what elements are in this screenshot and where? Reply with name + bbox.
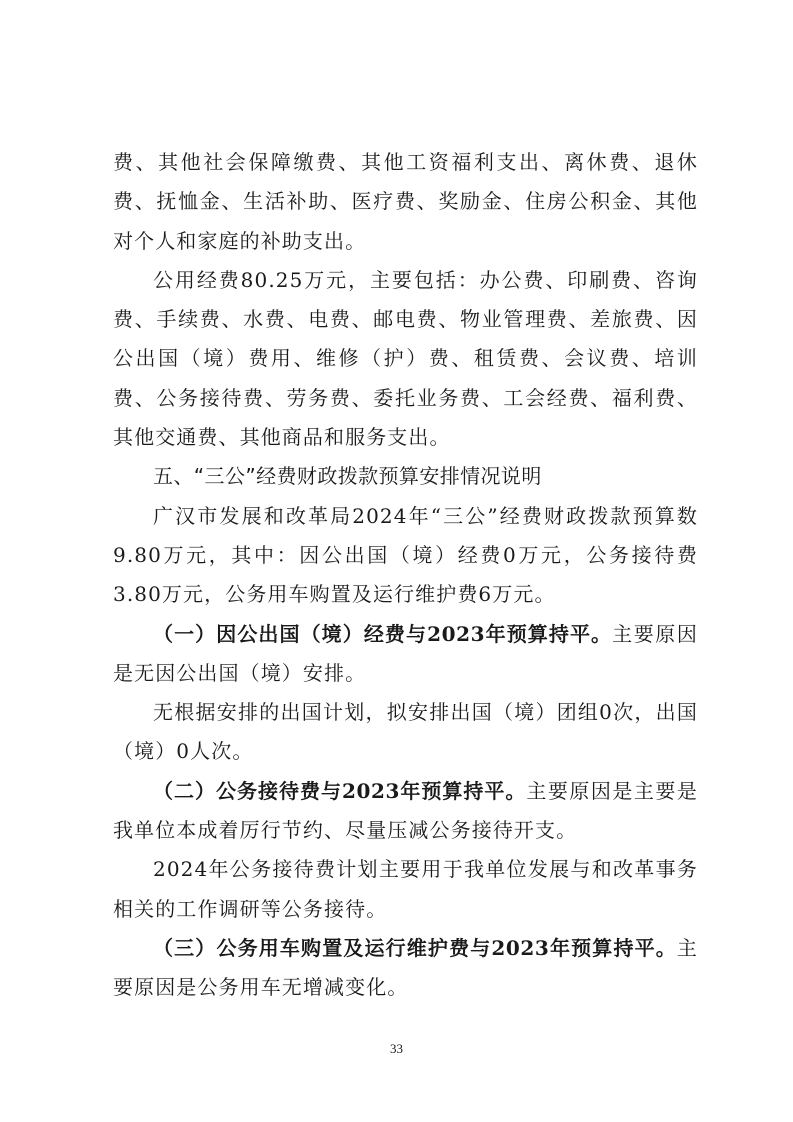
section-heading-three-public: 五、“三公”经费财政拨款预算安排情况说明 (153, 464, 542, 489)
vehicles-lead: （三）公务用车购置及运行维护费与2023年预算持平。 (153, 935, 677, 960)
page-number: 33 (390, 1041, 403, 1056)
document-body (113, 143, 698, 1008)
paragraph-three-public-summary: 广汉市发展和改革局2024年“三公”经费财政拨款预算数9.80万元，其中：因公出国（境）经费0万元，公务接待费3.80万元，公务用车购置及运行维护费6万元。 (113, 503, 698, 607)
overseas-travel-reason: 主要原因是无因公出国（境）安排。 (113, 621, 698, 685)
reception-lead: （二）公务接待费与2023年预算持平。 (153, 778, 527, 803)
paragraph-reception (113, 772, 698, 851)
vehicles-reason: 主要原因是公务用车无增减变化。 (113, 935, 698, 1000)
paragraph-overseas-plan: 无根据安排的出国计划，拟安排出国（境）团组0次，出国（境）0人次。 (113, 700, 698, 764)
overseas-travel-lead: （一）因公出国（境）经费与2023年预算持平。 (153, 621, 613, 646)
paragraph-public-expenses: 公用经费80.25万元，主要包括：办公费、印刷费、咨询费、手续费、水费、电费、邮电费、物业管理费、差旅费、因公出国（境）费用、维修（护）费、租赁费、会议费、培训费、公务接待费、劳务费、委托业务费、工会经费、福利费、其他交通费、其他商品和服务支出。 (113, 267, 698, 450)
paragraph-reception-plan: 2024年公务接待费计划主要用于我单位发展与和改革事务相关的工作调研等公务接待。 (113, 857, 698, 921)
paragraph-vehicles (113, 929, 698, 1008)
paragraph-personnel-expenses-continued: 费、其他社会保障缴费、其他工资福利支出、离休费、退休费、抚恤金、生活补助、医疗费、奖励金、住房公积金、其他对个人和家庭的补助支出。 (113, 150, 698, 253)
reception-reason: 主要原因是主要是我单位本成着厉行节约、尽量压减公务接待开支。 (113, 778, 698, 843)
paragraph-overseas-travel (113, 615, 698, 694)
